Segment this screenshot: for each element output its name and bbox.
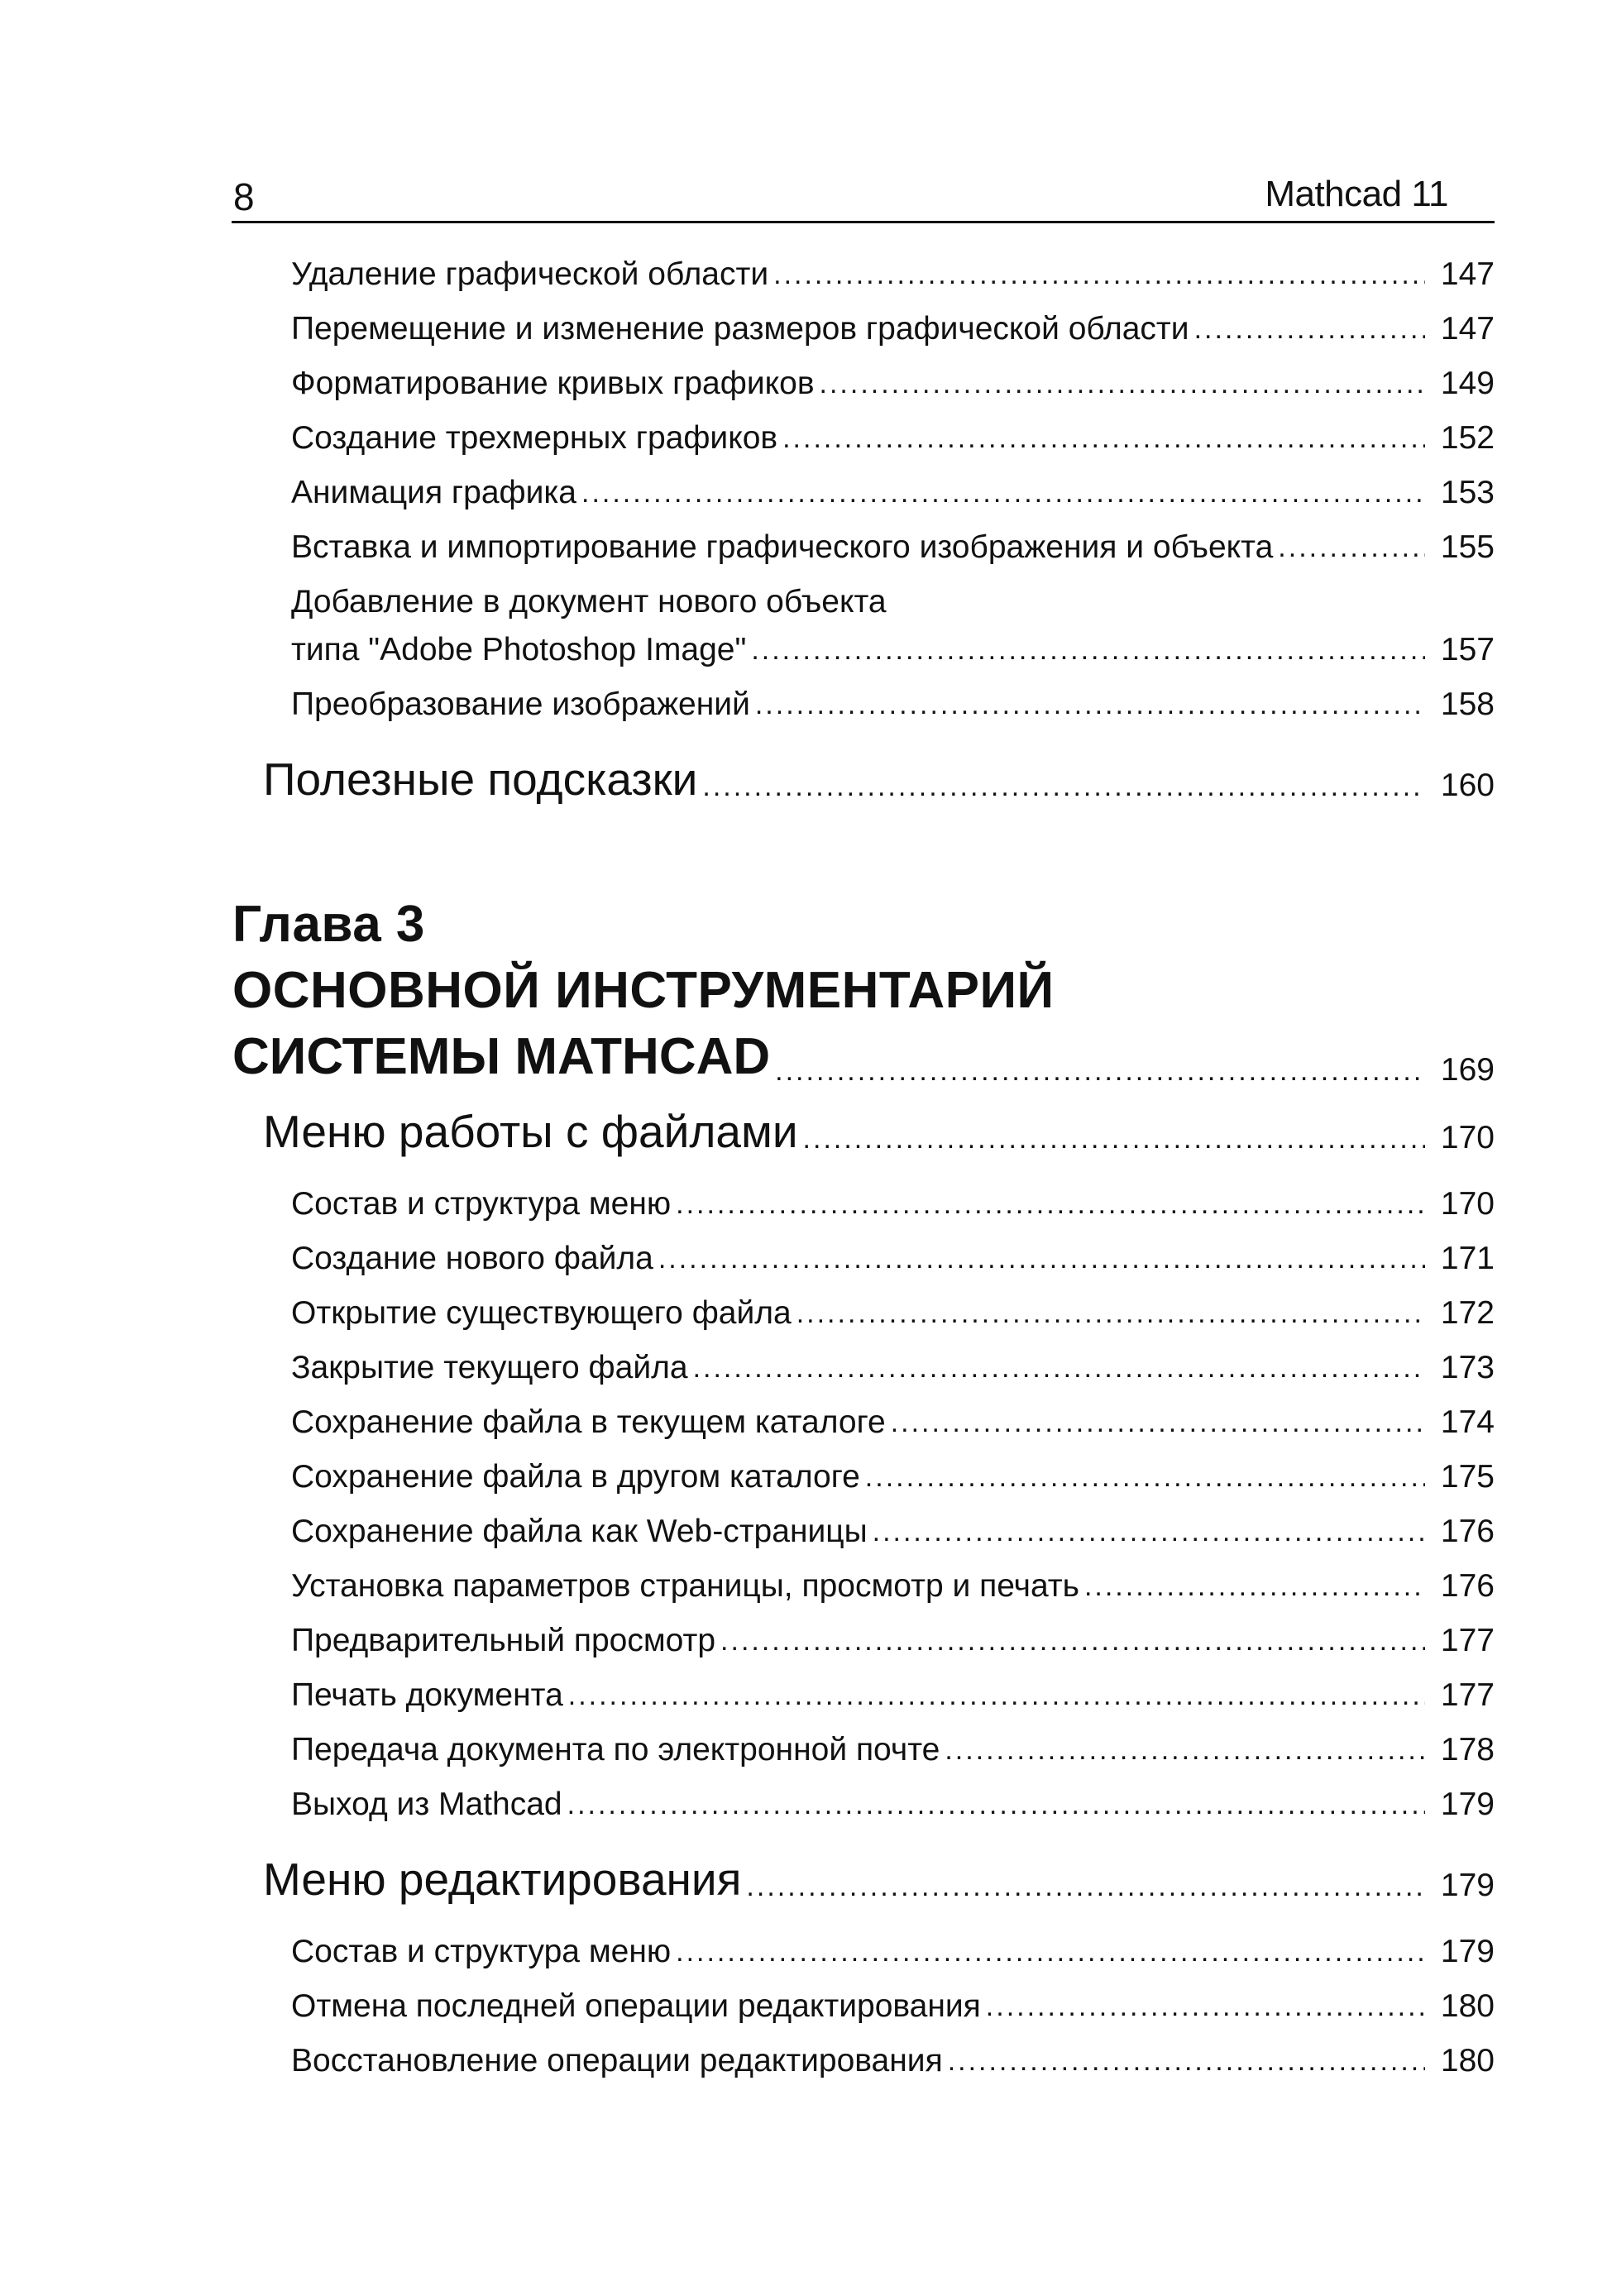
toc-entry-title: Сохранение файла в другом каталоге: [291, 1459, 860, 1495]
dot-leader: [796, 1294, 1425, 1333]
toc-entry-title: Создание трехмерных графиков: [291, 420, 778, 456]
toc-entry-page: 180: [1440, 1988, 1495, 2024]
chapter-title-line2: СИСТЕМЫ MATHCAD: [232, 1028, 771, 1085]
toc-entry: [291, 1512, 1495, 1552]
toc-entry-page: 179: [1440, 1787, 1495, 1822]
dot-leader: [803, 1120, 1425, 1158]
toc-entry: [291, 528, 1495, 567]
toc-entry-title: Закрытие текущего файла: [291, 1350, 688, 1385]
toc-entry-title: Предварительный просмотр: [291, 1623, 716, 1658]
toc-entry: [291, 309, 1495, 349]
toc-entry-page: 174: [1440, 1404, 1495, 1440]
toc-entry-title: Удаление графической области: [291, 256, 769, 292]
toc-entry-page: 171: [1440, 1241, 1495, 1276]
dot-leader: [820, 364, 1425, 404]
toc-section-title: Меню работы с файлами: [263, 1106, 798, 1157]
toc-entry: [291, 364, 1495, 404]
toc-entry-page: 157: [1440, 632, 1495, 667]
toc-entry-page: 172: [1440, 1295, 1495, 1331]
toc-entry: [291, 685, 1495, 725]
toc-entry-title: Печать документа: [291, 1677, 563, 1713]
toc-entry-page: 178: [1440, 1732, 1495, 1767]
toc-entry-title-line1: Добавление в документ нового объекта: [291, 584, 887, 619]
toc-entry-page: 179: [1440, 1934, 1495, 1969]
dot-leader: [581, 473, 1425, 513]
dot-leader: [676, 1184, 1425, 1224]
dot-leader: [658, 1239, 1425, 1279]
toc-entry-title: Сохранение файла как Web-страницы: [291, 1514, 868, 1549]
dot-leader: [751, 630, 1425, 670]
toc-entry-page: 180: [1440, 2043, 1495, 2078]
toc-entry: [291, 1932, 1495, 1972]
toc-entry-page: 176: [1440, 1568, 1495, 1604]
toc-entry-page: 149: [1440, 366, 1495, 401]
toc-entry-page: 177: [1440, 1677, 1495, 1713]
toc-entry-page: 170: [1440, 1186, 1495, 1222]
toc-entry: [291, 1294, 1495, 1333]
dot-leader: [755, 685, 1425, 725]
toc-entry-title: Вставка и импортирование графического изображения и объекта: [291, 529, 1274, 565]
toc-entry-title: Создание нового файла: [291, 1241, 653, 1276]
toc-entry-page: 152: [1440, 420, 1495, 456]
toc-entry: [291, 1676, 1495, 1715]
toc-entry-page: 175: [1440, 1459, 1495, 1495]
toc-entry-title: Анимация графика: [291, 475, 577, 510]
toc-section: [263, 753, 1495, 806]
dot-leader: [693, 1348, 1425, 1388]
dot-leader: [775, 1052, 1425, 1090]
running-title: Mathcad 11: [1265, 174, 1448, 214]
dot-leader: [945, 1730, 1425, 1770]
toc-section: [263, 1853, 1495, 1906]
toc-entry: [291, 419, 1495, 458]
toc-entry-title: Перемещение и изменение размеров графической области: [291, 311, 1189, 347]
dot-leader: [1278, 528, 1425, 567]
toc-entry-title: Выход из Mathcad: [291, 1787, 562, 1822]
toc-entry: [291, 1457, 1495, 1497]
toc-entry-page: 155: [1440, 529, 1495, 565]
toc-entry-title-line2: типа "Adobe Photoshop Image": [291, 632, 747, 667]
toc-entry: [291, 2041, 1495, 2081]
toc-entry: [291, 473, 1495, 513]
toc-entry: [291, 1184, 1495, 1224]
toc-entry-title: Открытие существующего файла: [291, 1295, 792, 1331]
chapter-label: Глава 3: [232, 896, 425, 953]
toc-entry: [291, 1621, 1495, 1661]
dot-leader: [891, 1403, 1425, 1442]
toc-entry-title: Форматирование кривых графиков: [291, 366, 815, 401]
toc-entry-page: 158: [1440, 686, 1495, 722]
toc-entry-page: 177: [1440, 1623, 1495, 1658]
chapter-title-line1: ОСНОВНОЙ ИНСТРУМЕНТАРИЙ: [232, 962, 1055, 1019]
toc-entry: [291, 1567, 1495, 1606]
toc-entry-page: 147: [1440, 311, 1495, 347]
dot-leader: [676, 1932, 1425, 1972]
toc-entry-title: Отмена последней операции редактирования: [291, 1988, 981, 2024]
toc-entry: [291, 1987, 1495, 2026]
toc-entry-title: Передача документа по электронной почте: [291, 1732, 940, 1767]
page-number: 8: [233, 175, 255, 218]
dot-leader: [1084, 1567, 1425, 1606]
dot-leader: [720, 1621, 1425, 1661]
toc-entry: [291, 1785, 1495, 1825]
dot-leader: [986, 1987, 1425, 2026]
toc-entry-title: Состав и структура меню: [291, 1186, 672, 1222]
toc-section-page: 160: [1440, 768, 1495, 803]
toc-entry-title: Установка параметров страницы, просмотр и печать: [291, 1568, 1079, 1604]
toc-entry-title: Преобразование изображений: [291, 686, 750, 722]
page-header: [232, 170, 1495, 223]
dot-leader: [782, 419, 1425, 458]
dot-leader: [865, 1457, 1425, 1497]
dot-leader: [746, 1868, 1425, 1906]
toc-entry-page: 153: [1440, 475, 1495, 510]
chapter-entry: [232, 1024, 1495, 1090]
toc-entry-page: 147: [1440, 256, 1495, 292]
toc-section-page: 179: [1440, 1868, 1495, 1903]
toc-entry-page: 173: [1440, 1350, 1495, 1385]
toc-section-page: 170: [1440, 1120, 1495, 1155]
toc-entry: [291, 1730, 1495, 1770]
toc-entry-page: 176: [1440, 1514, 1495, 1549]
dot-leader: [702, 768, 1425, 806]
dot-leader: [948, 2041, 1425, 2081]
toc-entry: [291, 1239, 1495, 1279]
dot-leader: [873, 1512, 1425, 1552]
toc-entry-title: Восстановление операции редактирования: [291, 2043, 943, 2078]
dot-leader: [567, 1785, 1425, 1825]
toc-entry: [291, 255, 1495, 294]
toc-entry: [291, 630, 1495, 670]
toc-section: [263, 1105, 1495, 1158]
dot-leader: [773, 255, 1425, 294]
toc-section-title: Полезные подсказки: [263, 753, 698, 805]
toc-entry-title: Сохранение файла в текущем каталоге: [291, 1404, 886, 1440]
toc-section-title: Меню редактирования: [263, 1854, 742, 1905]
toc-entry: [291, 1403, 1495, 1442]
toc-entry-title: Состав и структура меню: [291, 1934, 672, 1969]
toc-entry: [291, 1348, 1495, 1388]
dot-leader: [1194, 309, 1425, 349]
chapter-page: 169: [1440, 1052, 1495, 1088]
dot-leader: [568, 1676, 1425, 1715]
